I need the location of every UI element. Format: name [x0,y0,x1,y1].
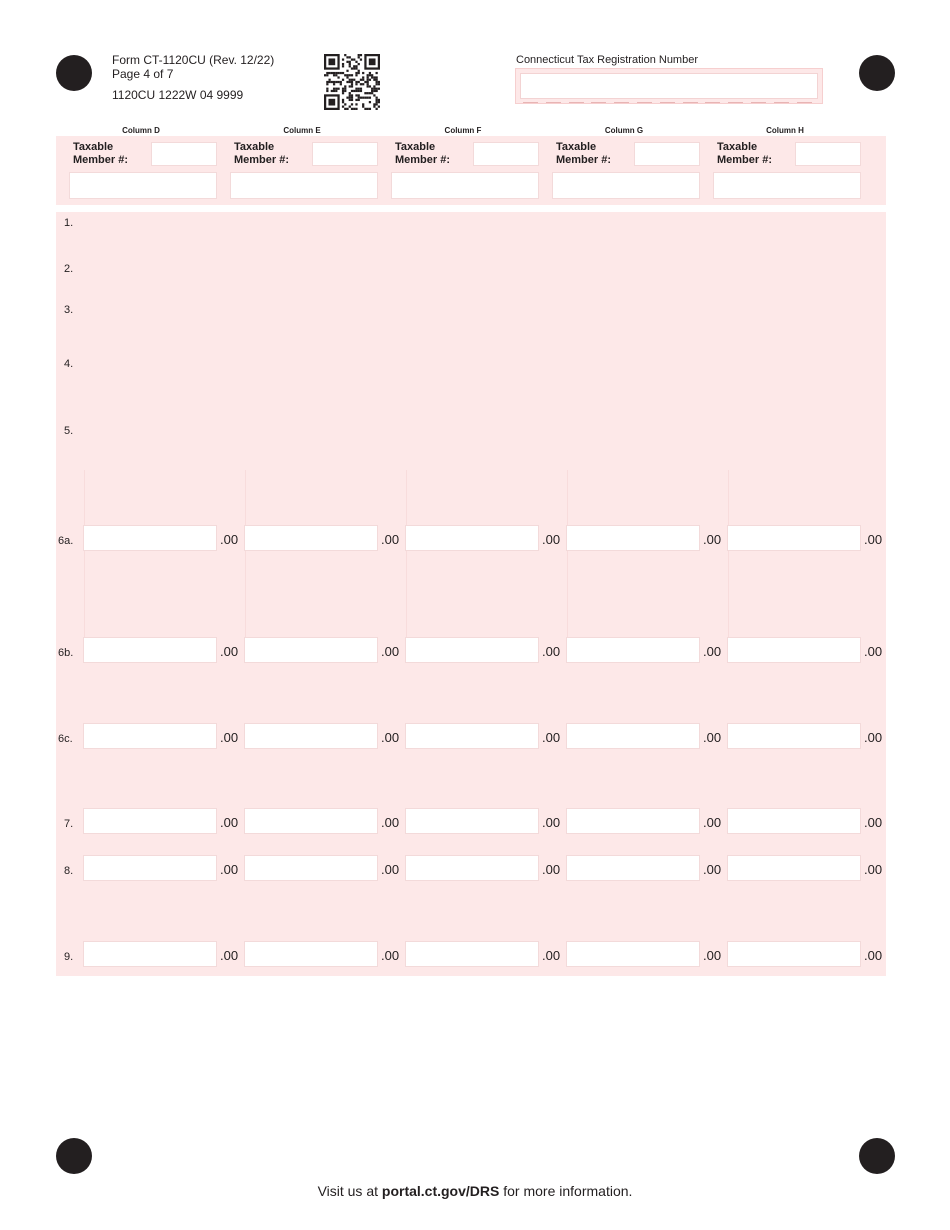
column-label: Column F [444,126,482,135]
footer-info [0,1183,950,1199]
cents-suffix: .00 [542,730,561,745]
cents-suffix: .00 [381,862,400,877]
cents-suffix: .00 [703,815,722,830]
amount-input[interactable] [244,808,378,834]
cents-suffix: .00 [703,862,722,877]
line-number: 5. [64,425,74,437]
amount-input[interactable] [405,723,539,749]
registration-digit-guide [728,102,743,103]
footer-prefix: Visit us at [317,1183,382,1199]
amount-input[interactable] [244,723,378,749]
taxable-member-label: Taxable Member #: [395,141,451,166]
line-number: 1. [64,217,74,229]
amount-input[interactable] [727,808,861,834]
amount-input[interactable] [405,525,539,551]
amount-input[interactable] [566,808,700,834]
cents-suffix: .00 [703,730,722,745]
amount-input[interactable] [727,723,861,749]
cents-suffix: .00 [864,644,883,659]
cents-suffix: .00 [864,862,883,877]
amount-input[interactable] [83,637,217,663]
registration-digit-guide [751,102,766,103]
registration-digit-guide [569,102,584,103]
amount-input[interactable] [83,808,217,834]
cents-suffix: .00 [381,532,400,547]
taxable-member-name-input[interactable] [552,172,700,199]
column-separator [728,470,729,640]
line-number: 6a. [58,535,74,547]
line-number: 6c. [58,733,73,745]
page-number: Page 4 of 7 [112,67,174,81]
registration-digit-guide [546,102,561,103]
taxable-member-name-input[interactable] [713,172,861,199]
registration-digit-guide [614,102,629,103]
footer-suffix: for more information. [499,1183,633,1199]
registration-digit-guide [660,102,675,103]
cents-suffix: .00 [220,815,239,830]
amount-input[interactable] [244,855,378,881]
amount-input[interactable] [566,855,700,881]
amount-input[interactable] [727,941,861,967]
amount-input[interactable] [244,637,378,663]
amount-input[interactable] [83,723,217,749]
line-number: 6b. [58,647,74,659]
registration-number-field[interactable] [515,68,823,104]
registration-digit-guide [774,102,789,103]
taxable-member-name-input[interactable] [69,172,217,199]
amount-input[interactable] [566,941,700,967]
amount-input[interactable] [244,941,378,967]
footer-link[interactable]: portal.ct.gov/DRS [381,1183,500,1199]
column-label: Column E [283,126,321,135]
cents-suffix: .00 [703,532,722,547]
registration-number-input[interactable] [520,73,818,99]
taxable-member-label: Taxable Member #: [73,141,129,166]
amount-input[interactable] [244,525,378,551]
cents-suffix: .00 [542,532,561,547]
amount-input[interactable] [727,637,861,663]
amount-input[interactable] [405,941,539,967]
line-number: 9. [64,951,74,963]
column-label: Column G [604,126,644,135]
registration-digit-guide [523,102,538,103]
taxable-member-number-input[interactable] [312,142,378,166]
amount-input[interactable] [405,855,539,881]
cents-suffix: .00 [864,948,883,963]
cents-suffix: .00 [703,948,722,963]
amount-input[interactable] [566,723,700,749]
registration-mark-top-right [859,55,895,91]
taxable-member-number-input[interactable] [151,142,217,166]
line-number: 2. [64,263,74,275]
taxable-member-label: Taxable Member #: [234,141,290,166]
amount-input[interactable] [566,525,700,551]
registration-number-label: Connecticut Tax Registration Number [516,54,698,66]
cents-suffix: .00 [381,948,400,963]
taxable-member-label: Taxable Member #: [717,141,773,166]
amount-input[interactable] [83,941,217,967]
amount-input[interactable] [83,525,217,551]
amount-input[interactable] [727,855,861,881]
cents-suffix: .00 [381,730,400,745]
amount-input[interactable] [727,525,861,551]
column-separator [567,470,568,640]
column-separator [406,470,407,640]
registration-digit-guide [637,102,652,103]
registration-mark-bottom-left [56,1138,92,1174]
registration-mark-bottom-right [859,1138,895,1174]
amount-input[interactable] [405,637,539,663]
registration-mark-top-left [56,55,92,91]
cents-suffix: .00 [542,815,561,830]
taxable-member-number-input[interactable] [634,142,700,166]
amount-input[interactable] [83,855,217,881]
cents-suffix: .00 [542,644,561,659]
amount-input[interactable] [405,808,539,834]
cents-suffix: .00 [381,815,400,830]
qr-code-icon [324,54,380,110]
cents-suffix: .00 [864,532,883,547]
form-code: 1120CU 1222W 04 9999 [112,88,244,102]
cents-suffix: .00 [864,730,883,745]
taxable-member-number-input[interactable] [795,142,861,166]
cents-suffix: .00 [220,730,239,745]
taxable-member-name-input[interactable] [230,172,378,199]
registration-digit-guide [705,102,720,103]
cents-suffix: .00 [542,948,561,963]
column-label: Column H [766,126,804,135]
line-number: 4. [64,358,74,370]
registration-digit-guide [683,102,698,103]
column-label: Column D [122,126,160,135]
line-number: 8. [64,865,74,877]
taxable-member-number-input[interactable] [473,142,539,166]
amount-input[interactable] [566,637,700,663]
registration-digit-guide [797,102,812,103]
cents-suffix: .00 [220,862,239,877]
line-number: 7. [64,818,74,830]
cents-suffix: .00 [864,815,883,830]
column-separator [84,470,85,640]
cents-suffix: .00 [542,862,561,877]
column-separator [245,470,246,640]
taxable-member-name-input[interactable] [391,172,539,199]
cents-suffix: .00 [220,532,239,547]
registration-digit-guide [591,102,606,103]
form-title: Form CT-1120CU (Rev. 12/22) [112,53,275,67]
cents-suffix: .00 [703,644,722,659]
cents-suffix: .00 [220,644,239,659]
taxable-member-label: Taxable Member #: [556,141,612,166]
line-number: 3. [64,304,74,316]
cents-suffix: .00 [220,948,239,963]
cents-suffix: .00 [381,644,400,659]
